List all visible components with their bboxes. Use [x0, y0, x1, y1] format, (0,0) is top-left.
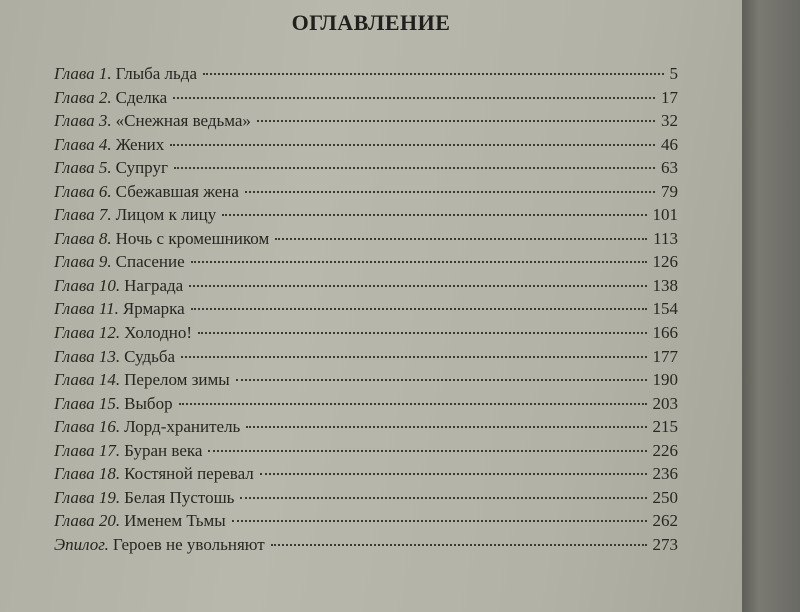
toc-entry[interactable]	[54, 441, 678, 465]
chapter-title: Лицом к лицу	[115, 205, 217, 225]
toc-entry[interactable]	[54, 347, 678, 371]
toc-entry[interactable]	[54, 417, 678, 441]
page-number: 79	[661, 181, 678, 201]
page-title: ОГЛАВЛЕНИЕ	[291, 10, 451, 35]
leader-dots	[222, 214, 646, 216]
leader-dots	[208, 450, 646, 452]
page-number: 32	[661, 111, 678, 131]
leader-dots	[275, 238, 647, 240]
chapter-label: Глава 6.	[54, 181, 112, 201]
chapter-label: Глава 8.	[54, 228, 112, 248]
leader-dots	[179, 403, 647, 405]
leader-dots	[191, 261, 647, 263]
toc-entry[interactable]	[54, 252, 678, 276]
chapter-label: Глава 15.	[54, 393, 121, 413]
page-number: 236	[652, 464, 678, 484]
page-number: 190	[652, 370, 678, 390]
chapter-label: Глава 16.	[54, 417, 121, 437]
toc-entry[interactable]	[54, 182, 678, 206]
toc-entry[interactable]	[54, 488, 678, 512]
page-number: 215	[652, 417, 678, 437]
chapter-title: Холодно!	[124, 323, 193, 343]
leader-dots	[260, 473, 647, 475]
table-of-contents	[54, 64, 678, 558]
chapter-title: Награда	[124, 275, 184, 295]
leader-dots	[170, 144, 655, 146]
toc-entry[interactable]	[54, 205, 678, 229]
page-number: 166	[652, 323, 678, 343]
toc-entry[interactable]	[54, 64, 678, 88]
chapter-title: Именем Тьмы	[124, 511, 226, 531]
chapter-title: Глыба льда	[115, 64, 197, 83]
page-number: 5	[669, 64, 678, 83]
leader-dots	[181, 356, 646, 358]
chapter-label: Глава 3.	[54, 111, 112, 131]
page-number: 17	[661, 87, 678, 107]
toc-entry[interactable]	[54, 229, 678, 253]
leader-dots	[257, 120, 655, 122]
toc-entry[interactable]	[54, 88, 678, 112]
page-number: 126	[652, 252, 678, 272]
page-number: 262	[652, 511, 678, 531]
leader-dots	[236, 379, 647, 381]
page-number: 250	[652, 487, 678, 507]
chapter-label: Глава 17.	[54, 440, 121, 460]
page-number: 177	[652, 346, 678, 366]
toc-entry[interactable]	[54, 135, 678, 159]
leader-dots	[198, 332, 646, 334]
page-edge	[742, 0, 800, 612]
chapter-label: Глава 5.	[54, 158, 112, 178]
chapter-title: Белая Пустошь	[124, 487, 235, 507]
page-number: 226	[652, 440, 678, 460]
leader-dots	[189, 285, 646, 287]
leader-dots	[240, 497, 646, 499]
leader-dots	[173, 97, 655, 99]
chapter-label: Глава 18.	[54, 464, 121, 484]
toc-entry[interactable]	[54, 394, 678, 418]
chapter-label: Глава 11.	[54, 299, 119, 319]
chapter-label: Эпилог.	[54, 534, 109, 554]
page-number: 113	[653, 228, 678, 248]
chapter-title: Ночь с кромешником	[115, 228, 270, 248]
page-number: 63	[661, 158, 678, 178]
leader-dots	[191, 308, 647, 310]
leader-dots	[174, 167, 655, 169]
page-number: 273	[652, 534, 678, 554]
chapter-title: Ярмарка	[122, 299, 185, 319]
chapter-title: Буран века	[124, 440, 203, 460]
chapter-label: Глава 12.	[54, 323, 121, 343]
chapter-label: Глава 7.	[54, 205, 112, 225]
chapter-title: Героев не увольняют	[112, 534, 265, 554]
chapter-title: Жених	[115, 134, 165, 154]
chapter-label: Глава 2.	[54, 87, 112, 107]
page-number: 154	[652, 299, 678, 319]
toc-entry[interactable]	[54, 535, 678, 559]
chapter-title: Костяной перевал	[124, 464, 254, 484]
chapter-label: Глава 13.	[54, 346, 121, 366]
chapter-label: Глава 9.	[54, 252, 112, 272]
chapter-title: Лорд-хранитель	[124, 417, 241, 437]
page-number: 46	[661, 134, 678, 154]
chapter-label: Глава 20.	[54, 511, 121, 531]
toc-entry[interactable]	[54, 276, 678, 300]
toc-entry[interactable]	[54, 111, 678, 135]
page-number: 203	[652, 393, 678, 413]
toc-entry[interactable]	[54, 511, 678, 535]
toc-entry[interactable]	[54, 158, 678, 182]
leader-dots	[271, 544, 647, 546]
chapter-title: Сделка	[115, 87, 168, 107]
leader-dots	[245, 191, 655, 193]
chapter-title: Перелом зимы	[124, 370, 230, 390]
chapter-title: Спасение	[115, 252, 185, 272]
leader-dots	[203, 73, 664, 75]
page-number: 138	[652, 275, 678, 295]
toc-entry[interactable]	[54, 370, 678, 394]
chapter-label: Глава 19.	[54, 487, 121, 507]
chapter-title: Сбежавшая жена	[115, 181, 239, 201]
toc-entry[interactable]	[54, 464, 678, 488]
chapter-title: «Снежная ведьма»	[115, 111, 251, 131]
chapter-label: Глава 10.	[54, 275, 121, 295]
chapter-label: Глава 14.	[54, 370, 121, 390]
leader-dots	[246, 426, 646, 428]
toc-entry[interactable]	[54, 299, 678, 323]
chapter-label: Глава 4.	[54, 134, 112, 154]
chapter-title: Судьба	[124, 346, 176, 366]
toc-entry[interactable]	[54, 323, 678, 347]
leader-dots	[232, 520, 647, 522]
chapter-title: Супруг	[115, 158, 168, 178]
page-number: 101	[652, 205, 678, 225]
chapter-label: Глава 1.	[54, 64, 112, 83]
chapter-title: Выбор	[124, 393, 173, 413]
